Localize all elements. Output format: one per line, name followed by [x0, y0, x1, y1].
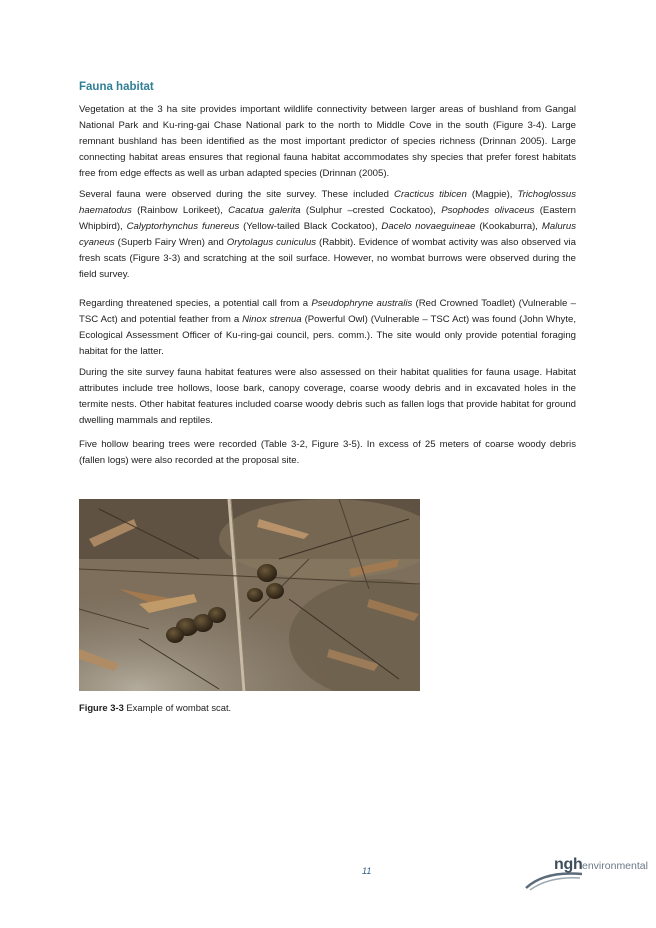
species-name: Calyptorhynchus funereus: [126, 221, 240, 232]
ngh-environmental-logo: [524, 856, 648, 892]
species-name: Trichoglossus haematodus: [79, 189, 577, 216]
text-run: Several fauna were observed during the site survey. These included: [79, 189, 395, 200]
text-run: (Kookaburra),: [475, 221, 542, 232]
figure-label: Figure 3-3: [79, 702, 124, 713]
species-name: Pseudophryne australis: [311, 298, 413, 309]
species-name: Dacelo novaeguineae: [381, 221, 476, 232]
species-name: Psophodes olivaceus: [441, 205, 535, 216]
text-run: (Rabbit). Evidence of wombat activity was also observed via fresh scats (Figure 3-3) and scratching at the soil surface. However, no wombat burrows were observed during the field survey.: [79, 237, 577, 280]
figure-caption-text: Example of wombat scat.: [123, 702, 232, 713]
text-run: (Magpie),: [466, 189, 518, 200]
section-heading: Fauna habitat: [79, 81, 154, 93]
text-run: (Powerful Owl) (Vulnerable – TSC Act) was found (John Whyte, Ecological Assessment Officer of Ku-ring-gai council, pers. comm.). The site would only provide potential foraging habitat for the latter.: [79, 314, 576, 357]
species-name: Cacatua galerita: [228, 205, 301, 216]
species-name: Malurus cyaneus: [79, 221, 576, 248]
text-run: (Eastern Whipbird),: [79, 205, 576, 232]
species-name: Cracticus tibicen: [394, 189, 467, 200]
figure-caption: [79, 702, 231, 713]
paragraph-hollow-trees: Five hollow bearing trees were recorded (Table 3-2, Figure 3-5). In excess of 25 meters of coarse woody debris (fallen logs) were also recorded at the proposal site.: [79, 439, 576, 466]
logo-suffix: environmental: [582, 860, 648, 872]
text-run: (Red Crowned Toadlet) (Vulnerable – TSC Act) and potential feather from a: [79, 298, 576, 325]
text-run: (Yellow-tailed Black Cockatoo),: [239, 221, 382, 232]
wombat-scat-photo: [79, 499, 420, 691]
paragraph-fauna-observed: [79, 187, 576, 283]
text-run: (Superb Fairy Wren) and: [114, 237, 227, 248]
species-name: Ninox strenua: [242, 314, 302, 325]
paragraph-habitat-features: During the site survey fauna habitat features were also assessed on their habitat qualities for fauna usage. Habitat attributes include tree hollows, loose bark, canopy coverage, coarse woody debris and in excavated holes in the termite nests. Other habitat features included coarse woody debris such as fallen logs that provide habitat for ground dwelling mammals and reptiles.: [79, 367, 576, 426]
page-number: 11: [362, 866, 372, 876]
paragraph-threatened-species: [79, 296, 576, 360]
paragraph-connectivity: Vegetation at the 3 ha site provides important wildlife connectivity between larger areas of bushland from Gangal National Park and Ku-ring-gai Chase National park to the north to Middle Cove in the south (Figure 3-4). Large remnant bushland has been identified as the most important predictor of species richness (Drinnan 2005). Large connecting habitat areas ensures that regional fauna habitat accommodates shy species that prefer forest habitats free from edge effects as well as urban adapted species (Drinnan (2005).: [79, 104, 576, 179]
species-name: Orytolagus cuniculus: [226, 237, 317, 248]
text-run: (Sulphur –crested Cockatoo),: [300, 205, 442, 216]
text-run: (Rainbow Lorikeet),: [131, 205, 229, 216]
text-run: Regarding threatened species, a potential call from a: [79, 298, 312, 309]
logo-brand: ngh: [554, 856, 583, 873]
